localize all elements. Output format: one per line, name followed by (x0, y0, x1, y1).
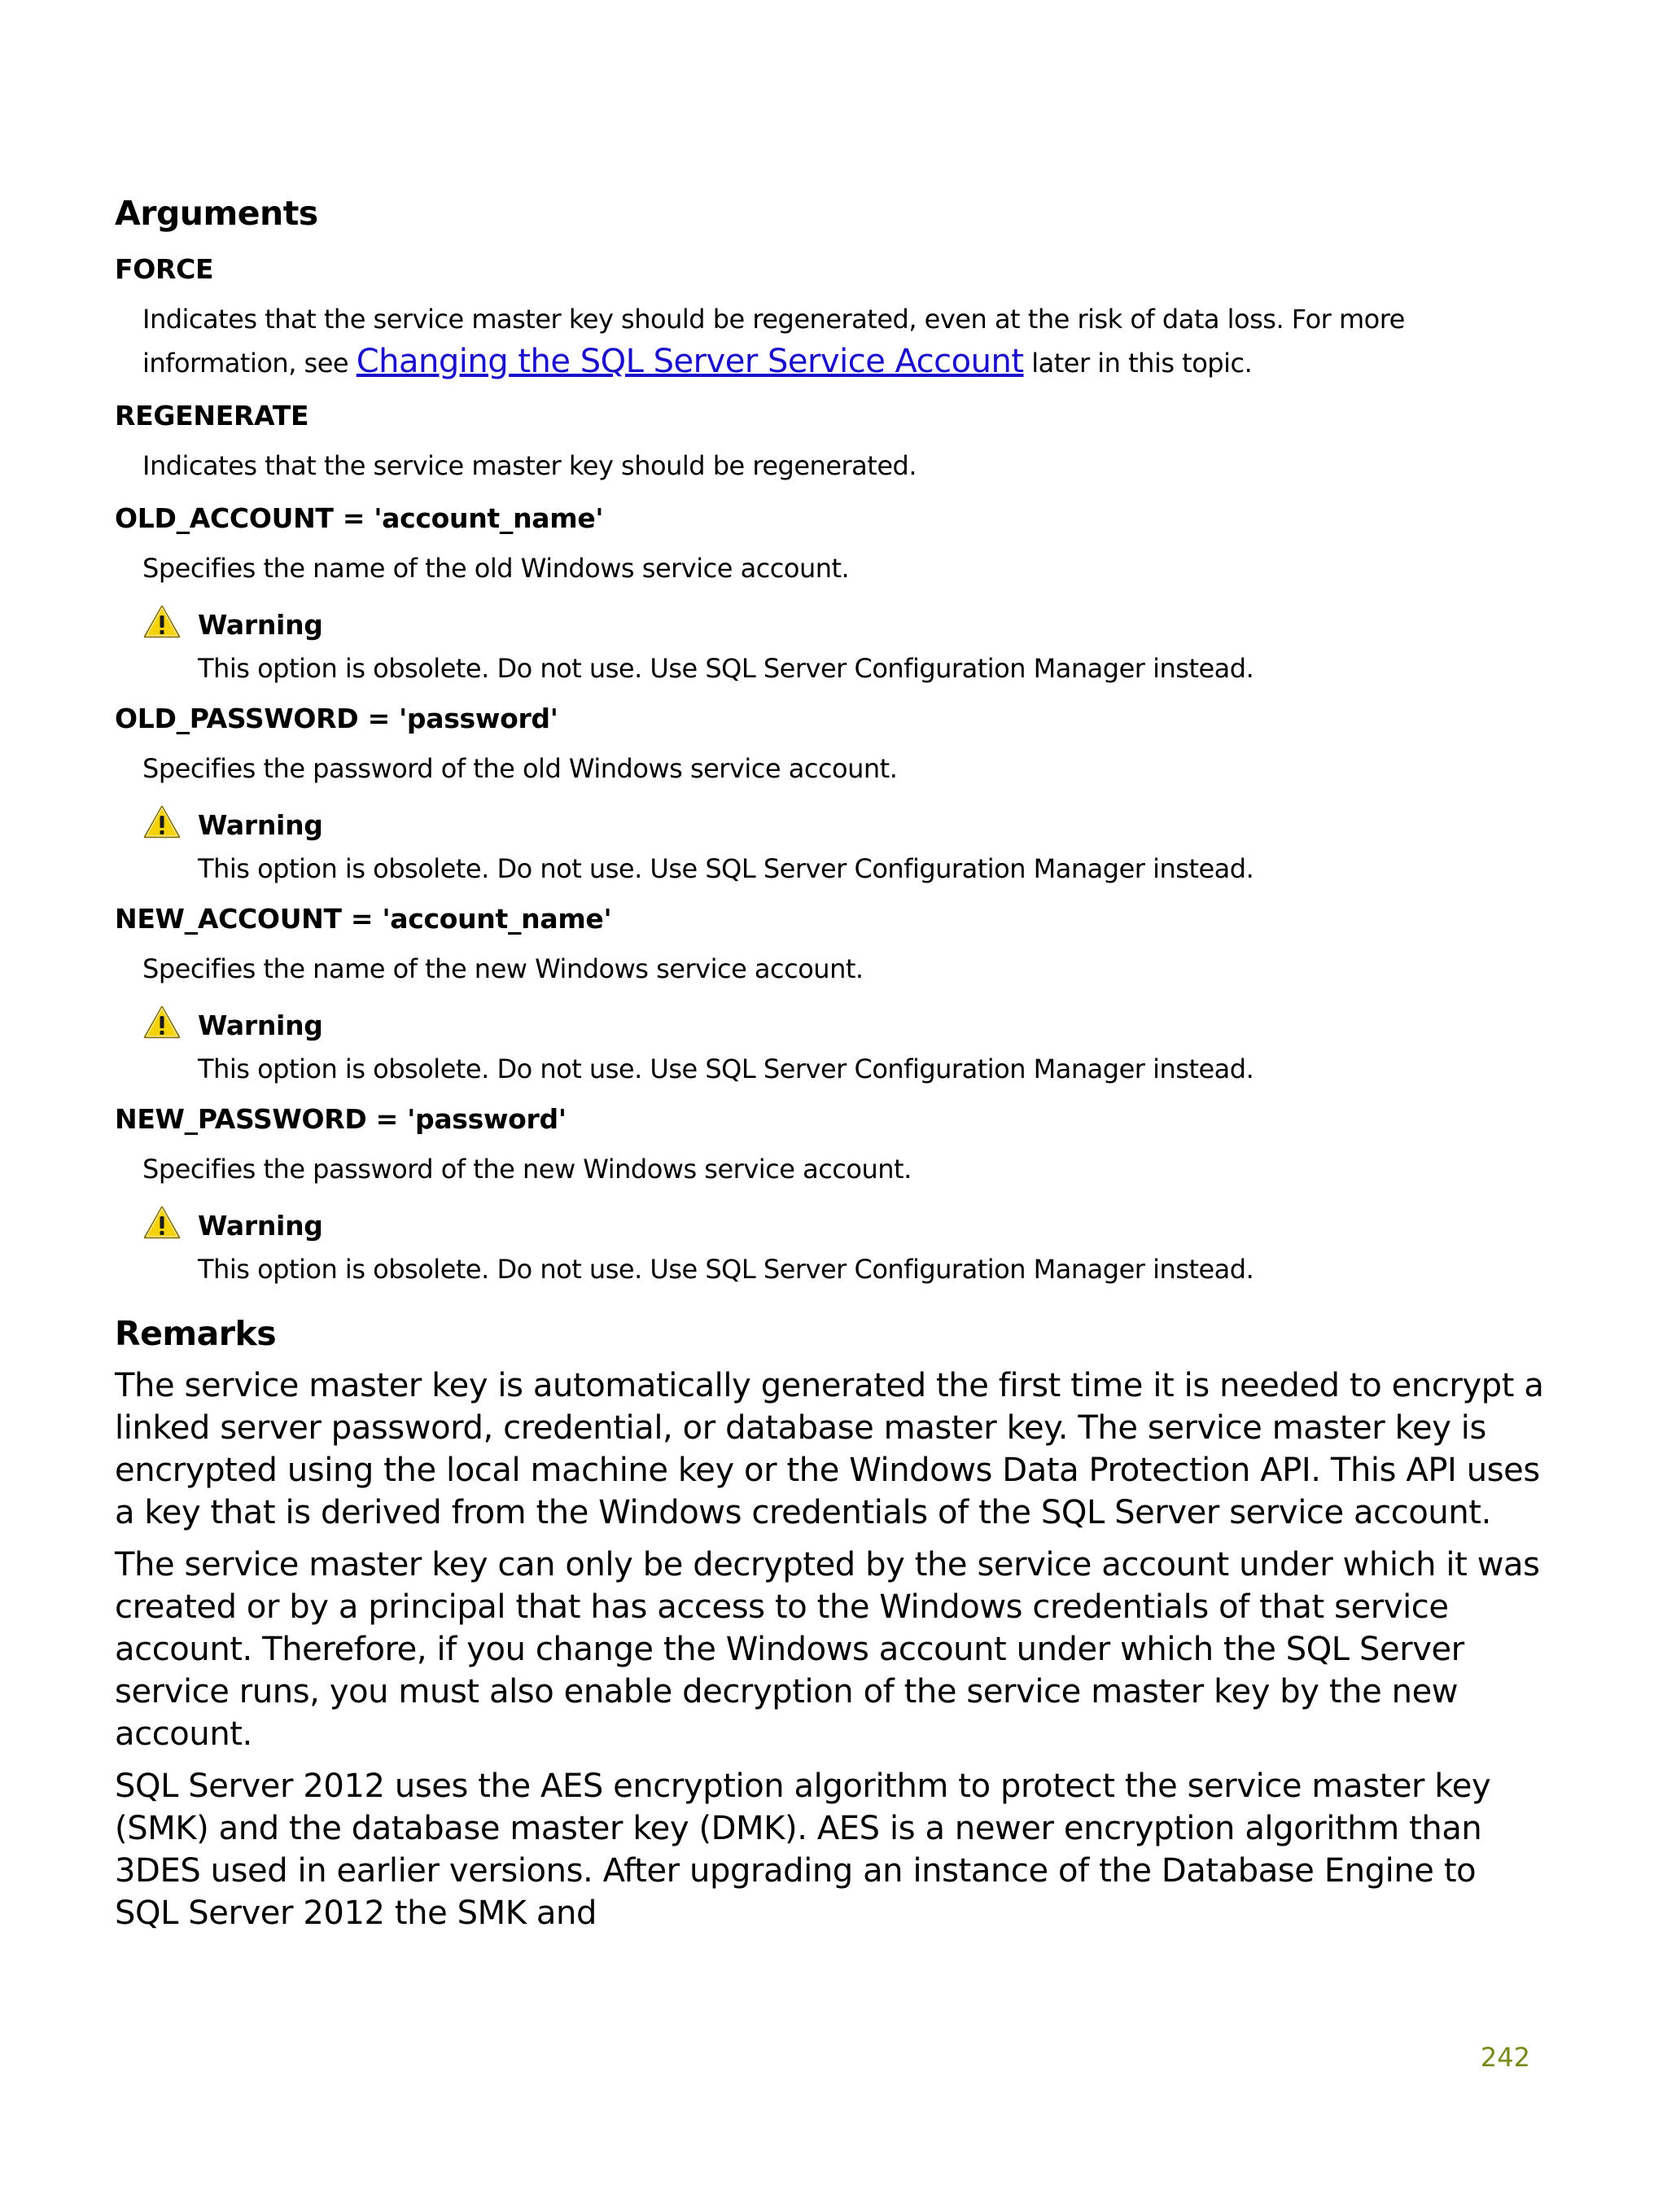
changing-service-account-link[interactable]: Changing the SQL Server Service Account (356, 343, 1024, 380)
warning-text: This option is obsolete. Do not use. Use SQL Server Configuration Manager instead. (198, 853, 1254, 884)
warning-title: Warning (198, 1210, 323, 1242)
warning-callout (142, 1208, 1547, 1288)
term-new-password: NEW_PASSWORD = 'password' (115, 1103, 567, 1135)
page-number: 242 (1480, 2042, 1530, 2073)
term-old-account-description: Specifies the name of the old Windows service account. (142, 553, 850, 584)
warning-text: This option is obsolete. Do not use. Use SQL Server Configuration Manager instead. (198, 653, 1254, 684)
remarks-paragraph: The service master key is automatically generated the first time it is needed to encrypt a linked server password, credential, or database master key. The service master key is encrypted using the local machine key or the Windows Data Protection API. This API uses a key that is derived from the Windows credentials of the SQL Server service account. (115, 1367, 1544, 1531)
warning-callout (142, 607, 1547, 687)
warning-title: Warning (198, 609, 323, 641)
term-regenerate-description: Indicates that the service master key should be regenerated. (142, 450, 917, 481)
warning-text: This option is obsolete. Do not use. Use SQL Server Configuration Manager instead. (198, 1053, 1254, 1084)
remarks-paragraph: SQL Server 2012 uses the AES encryption algorithm to protect the service master key (SMK) and the database master key (DMK). AES is a newer encryption algorithm than 3DES used in earlier versions. After upgrading an instance of the Database Engine to SQL Server 2012 the SMK and (115, 1767, 1491, 1932)
term-old-password-description: Specifies the password of the old Windows service account. (142, 753, 898, 784)
warning-text: This option is obsolete. Do not use. Use SQL Server Configuration Manager instead. (198, 1254, 1254, 1285)
warning-callout (142, 808, 1547, 887)
term-new-account-description: Specifies the name of the new Windows service account. (142, 953, 864, 984)
term-force-description (142, 298, 1547, 384)
arguments-heading: Arguments (115, 194, 318, 233)
term-force: FORCE (115, 253, 214, 285)
warning-triangle-icon (142, 604, 182, 640)
warning-callout (142, 1008, 1547, 1088)
warning-triangle-icon (142, 1205, 182, 1241)
remarks-heading: Remarks (115, 1314, 277, 1353)
warning-triangle-icon (142, 1005, 182, 1040)
term-old-password: OLD_PASSWORD = 'password' (115, 703, 558, 734)
term-old-account: OLD_ACCOUNT = 'account_name' (115, 502, 604, 534)
warning-title: Warning (198, 809, 323, 841)
document-page (115, 192, 1547, 1934)
warning-triangle-icon (142, 804, 182, 840)
term-regenerate: REGENERATE (115, 400, 309, 431)
force-desc-after: later in this topic. (1023, 348, 1253, 379)
term-new-password-description: Specifies the password of the new Windows service account. (142, 1154, 912, 1185)
remarks-paragraph: The service master key can only be decrypted by the service account under which it was created or by a principal that has access to the Windows credentials of that service account. Therefore, if you change the Windows account under which the SQL Server service runs, you must also enable decryption of the service master key by the new account. (115, 1546, 1540, 1753)
force-desc-text: Indicates that the service master key should be regenerated, even at the risk of data loss. For more information, see (142, 304, 1405, 379)
warning-title: Warning (198, 1010, 323, 1041)
term-new-account: NEW_ACCOUNT = 'account_name' (115, 903, 612, 935)
